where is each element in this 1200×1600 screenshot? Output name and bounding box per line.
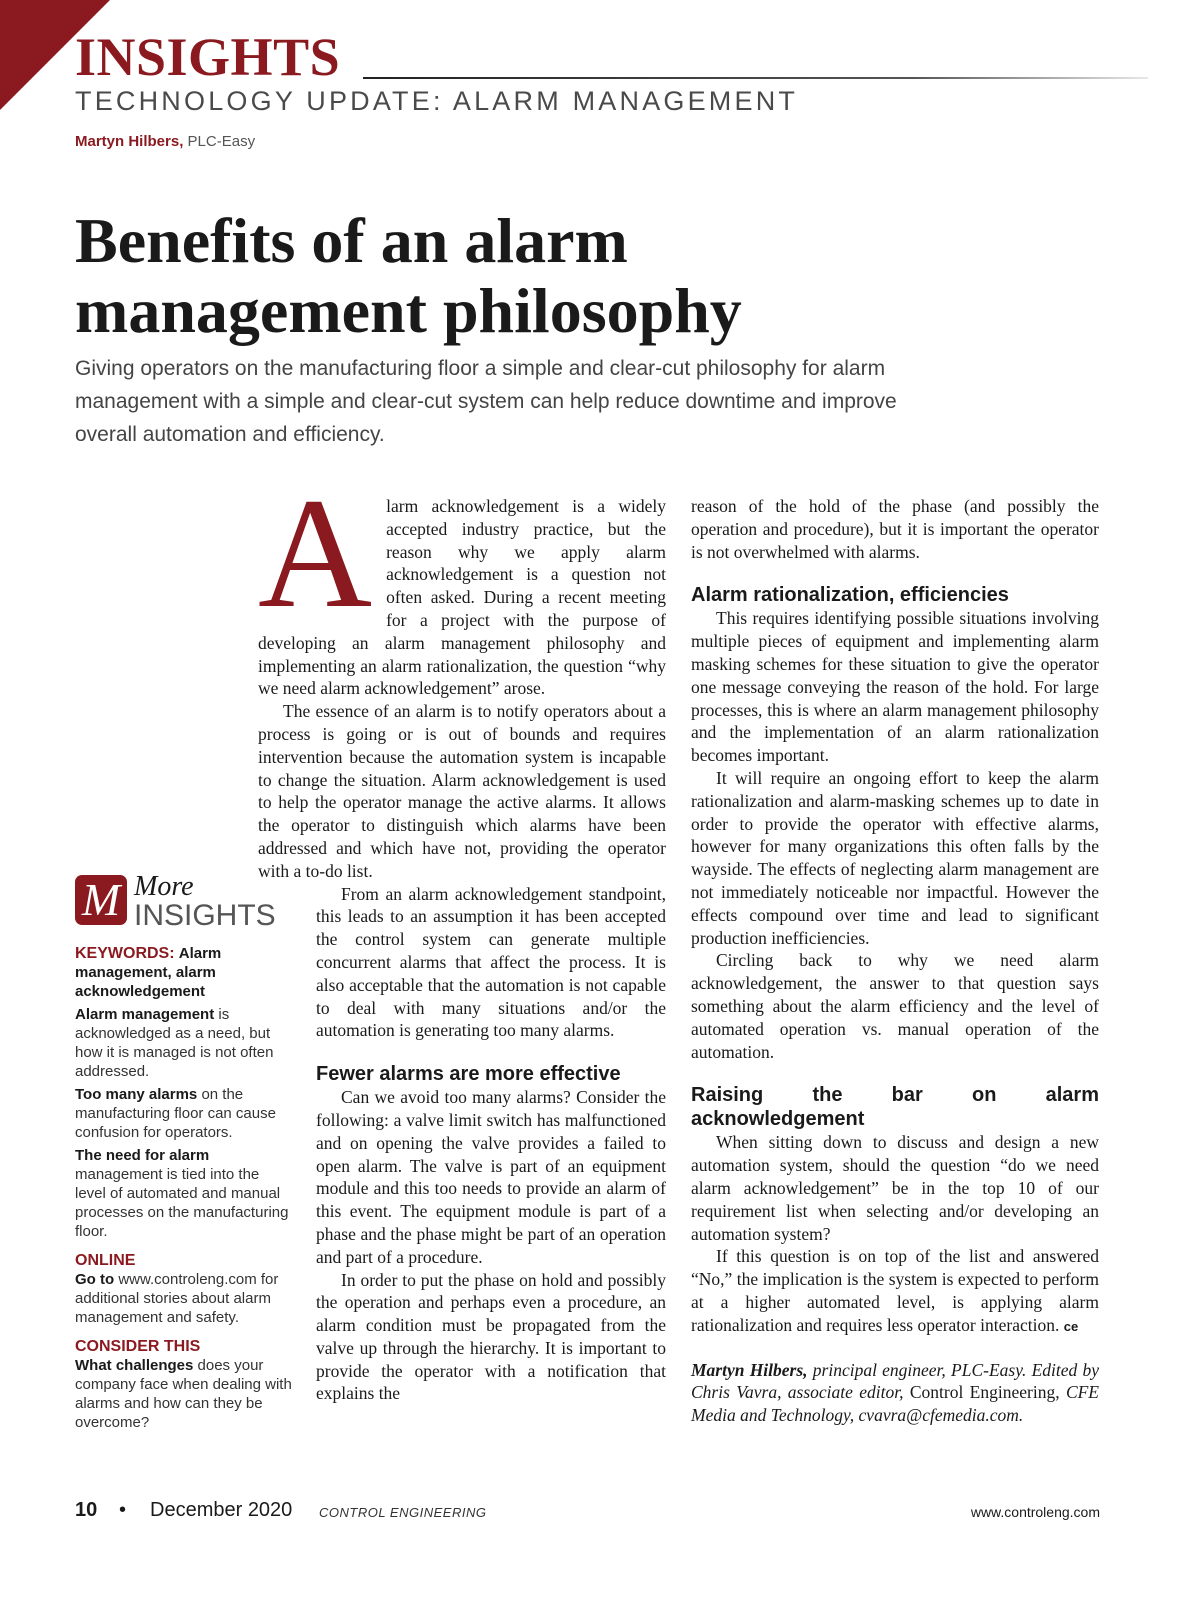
header-rule bbox=[363, 77, 1148, 79]
paragraph: This requires identifying possible situations involving multiple pieces of equipment and implementing alarm masking schemes for these situation to give the operator one message conveying the reason of the hold. For large processes, this is where an alarm management philosophy and the implementation of an alarm rationalization becomes important. bbox=[691, 608, 1099, 766]
keywords-section: KEYWORDS: Alarm management, alarm acknowledgement Alarm management is acknowledged as a need, but how it is managed is not often addressed. Too many alarms on the manufacturing floor can cause confusion for operators. The need for alarm management is tied into the level of automated and manual processes on the manufacturing floor. bbox=[75, 945, 289, 1240]
paragraph: Can we avoid too many alarms? Consider the following: a valve limit switch has malfunctioned and on opening the valve provides a failed to open alarm. The valve is part of an equipment module and this too needs to provide an alarm of this event. The equipment module is part of a phase and the phase might be part of an operation and part of a procedure. bbox=[316, 1087, 666, 1267]
online-label: ONLINE bbox=[75, 1252, 136, 1269]
m-badge-icon: M bbox=[75, 875, 127, 925]
keywords: Alarm management, alarm acknowledgement bbox=[75, 945, 222, 1000]
subhead: Fewer alarms are more effective bbox=[316, 1063, 621, 1086]
more-insights-sidebar bbox=[75, 872, 293, 1442]
byline-company: PLC-Easy bbox=[187, 133, 256, 150]
article-column-1 bbox=[258, 466, 666, 1405]
page-footer bbox=[75, 1499, 1100, 1523]
online-link[interactable]: www.controleng.com for additional stories about alarm management and safety. bbox=[75, 1271, 279, 1326]
online-section: ONLINE Go to www.controleng.com for additional stories about alarm management and safety. bbox=[75, 1251, 293, 1327]
article-deck: Giving operators on the manufacturing floor a simple and clear-cut philosophy for alarm management with a simple and clear-cut system can help reduce downtime and improve overall automation and efficiency. bbox=[75, 357, 897, 446]
article-title bbox=[75, 206, 1075, 346]
consider-label: CONSIDER THIS bbox=[75, 1338, 201, 1355]
magazine-name: CONTROL ENGINEERING bbox=[319, 1505, 487, 1520]
section-title: INSIGHTS bbox=[75, 27, 341, 87]
page-number: 10 bbox=[75, 1499, 98, 1521]
paragraph: It will require an ongoing effort to keep the alarm rationalization and alarm-masking schemes up to date in order to provide the operator with effective alarms, however for many organizations this often falls by the wayside. The effects of neglecting alarm management are not immediately noticeable nor impactful. However the effects compound over time and lead to significant production inefficiencies. bbox=[691, 767, 1099, 948]
keywords-label: KEYWORDS: bbox=[75, 945, 175, 962]
end-mark: ce bbox=[1063, 1318, 1079, 1334]
paragraph: reason of the hold of the phase (and possibly the operation and procedure), but it is important the operator is not overwhelmed with alarms. bbox=[691, 496, 1099, 562]
paragraph: The essence of an alarm is to notify operators about a process is going or is out of bounds and requires intervention because the automation system is incapable to change the situation. Alarm acknowledgement is used to help the operator manage the active alarms. It allows the operator to distinguish which alarms have been addressed and which have not, providing the operator with a to-do list. bbox=[258, 701, 666, 881]
article-column-2 bbox=[691, 495, 1099, 1427]
footer-url[interactable]: www.controleng.com bbox=[970, 1504, 1100, 1520]
drop-cap: A bbox=[258, 466, 373, 641]
narrow-column-part bbox=[316, 883, 666, 1406]
paragraph: Circling back to why we need alarm acknowledgement, the answer to that question says something about the alarm efficiency and the level of automated operation vs. manual operation of the automation. bbox=[691, 950, 1099, 1062]
paragraph: From an alarm acknowledgement standpoint, this leads to an assumption it has been accepted the control system can generate multiple concurrent alarms that affect the process. It is also acceptable that the automation is not capable to deal with many situations and/or the automation is generating too many alarms. bbox=[316, 883, 666, 1041]
more-insights-logo bbox=[75, 872, 293, 932]
footer-bullet: • bbox=[119, 1499, 127, 1521]
byline bbox=[75, 133, 255, 150]
title-line-2: management philosophy bbox=[75, 275, 742, 346]
issue-date: December 2020 bbox=[150, 1499, 293, 1521]
consider-section: CONSIDER THIS What challenges does your company face when dealing with alarms and how can they be overcome? bbox=[75, 1338, 292, 1431]
subhead: Alarm rationalization, efficiencies bbox=[691, 584, 1009, 607]
bio-name: Martyn Hilbers, bbox=[691, 1359, 808, 1380]
section-subtitle: TECHNOLOGY UPDATE: ALARM MANAGEMENT bbox=[75, 86, 799, 116]
subhead: Raising the bar on alarm acknowledgement bbox=[691, 1084, 1099, 1131]
paragraph: larm acknowledgement is a widely accepted industry practice, but the reason why we apply alarm acknowledgement is a question not often asked. During a recent meeting for a project with the purpose of developing an alarm management philosophy and implementing an alarm rationalization, the question “why we need alarm acknowledgement” arose. bbox=[258, 496, 666, 699]
author-bio: Martyn Hilbers, principal engineer, PLC-Easy. Edited by Chris Vavra, associate editor, Control Engineering, CFE Media and Technology, cvavra@cfemedia.com. bbox=[691, 1359, 1099, 1426]
insights-label: INSIGHTS bbox=[134, 899, 276, 932]
paragraph: When sitting down to discuss and design a new automation system, should the question “do we need alarm acknowledgement” be in the top 10 of our requirement list when selecting and/or developing an automation system? bbox=[691, 1132, 1099, 1244]
more-label: More bbox=[134, 871, 194, 902]
byline-name: Martyn Hilbers, bbox=[75, 133, 184, 150]
paragraph: If this question is on top of the list and answered “No,” the implication is the system is expected to perform at a higher automated level, is applying alarm rationalization and requires less operator interaction. ce bbox=[691, 1246, 1099, 1335]
title-line-1: Benefits of an alarm bbox=[75, 205, 628, 276]
paragraph: In order to put the phase on hold and possibly the operation and perhaps even a procedure, an alarm condition must be propagated from the valve up through the hierarchy. It is important to provide the operator with a notification that explains the bbox=[316, 1269, 666, 1404]
